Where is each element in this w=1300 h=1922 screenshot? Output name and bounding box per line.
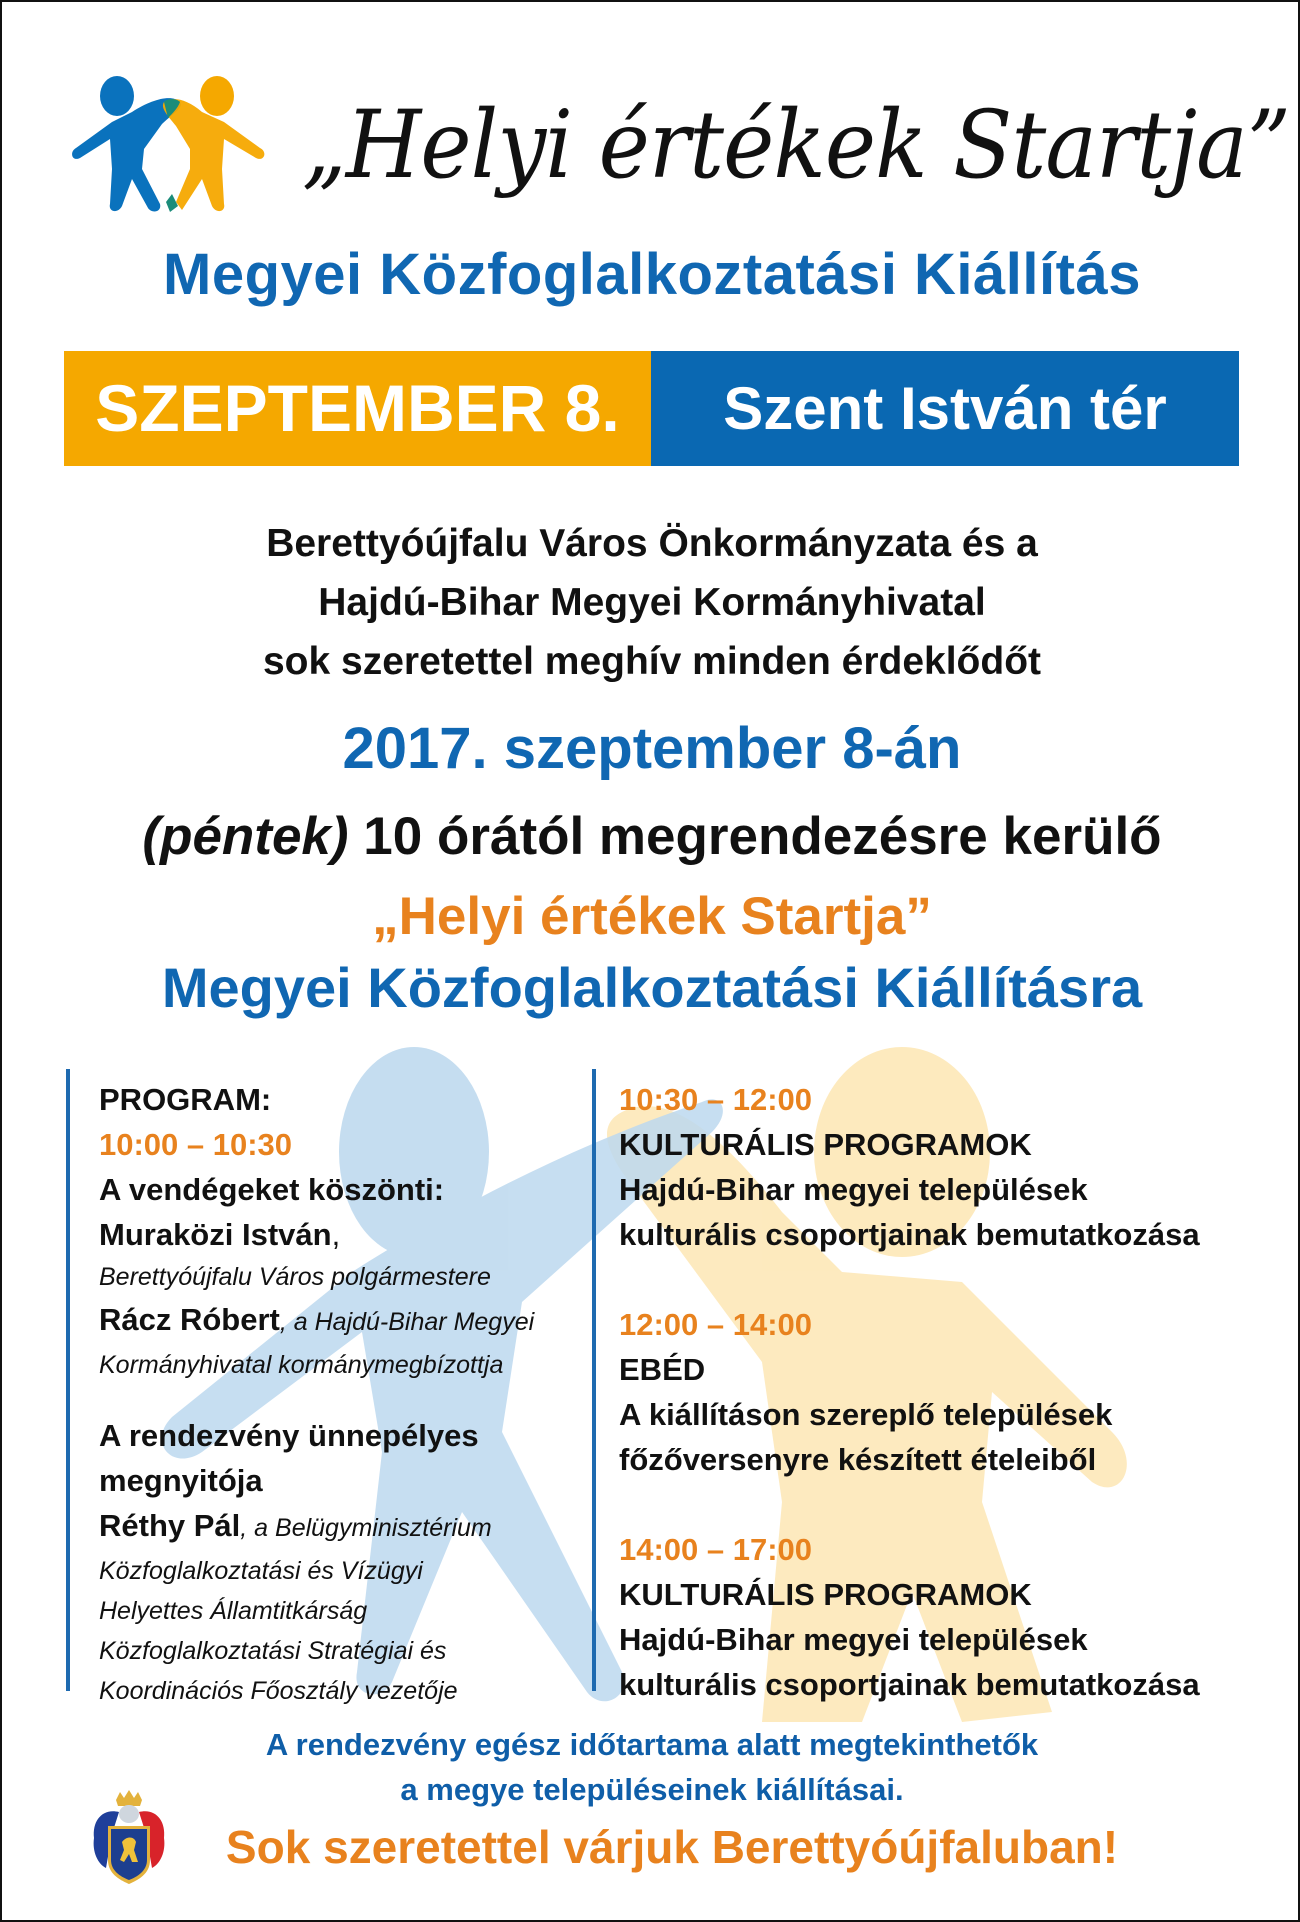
speaker-role: Közfoglalkoztatási és Vízügyi <box>99 1557 423 1585</box>
event-day: (péntek) <box>142 807 349 866</box>
banner-date: SZEPTEMBER 8. <box>64 351 651 466</box>
program-time-slot: 10:00 – 10:30 <box>99 1127 293 1162</box>
footer-note-line-1: A rendezvény egész időtartama alatt megtekinthetők <box>265 1727 1039 1762</box>
left-column-divider <box>66 1069 70 1691</box>
coat-of-arms-icon <box>88 1790 170 1886</box>
speaker-name: Muraközi István <box>99 1217 332 1252</box>
invitation-line-3: sok szeretettel meghív minden érdeklődőt <box>262 640 1042 683</box>
speaker-name: Rácz Róbert <box>99 1302 280 1337</box>
speaker-role: Közfoglalkoztatási Stratégiai és <box>99 1637 447 1665</box>
date-place-banner <box>64 351 1239 466</box>
program-item-desc: A kiállításon szereplő települések <box>619 1397 1113 1432</box>
speaker-line <box>99 1297 579 1345</box>
speaker-separator: , <box>331 1217 341 1252</box>
speaker-role: Kormányhivatal kormánymegbízottja <box>99 1351 504 1379</box>
program-time-slot: 12:00 – 14:00 <box>619 1307 813 1342</box>
program-item-title: KULTURÁLIS PROGRAMOK <box>619 1577 1032 1612</box>
speaker-role: , a Belügyminisztérium <box>240 1514 492 1542</box>
banner-place: Szent István tér <box>651 351 1239 466</box>
event-date: 2017. szeptember 8-án <box>342 716 962 781</box>
event-title: „Helyi értékek Startja” <box>372 887 932 946</box>
program-time-slot: 10:30 – 12:00 <box>619 1082 813 1117</box>
footer-note-line-2: a megye településeinek kiállításai. <box>400 1772 904 1807</box>
speaker-role: Helyettes Államtitkárság <box>99 1597 368 1625</box>
speaker-line <box>99 1212 579 1257</box>
program-item-desc: főzőversenyre készített ételeiből <box>619 1442 1097 1477</box>
program-right-column <box>619 1077 1259 1707</box>
exhibition-subtitle: Megyei Közfoglalkoztatási Kiállítás <box>163 242 1141 307</box>
speaker-line <box>99 1503 579 1551</box>
speaker-name: Réthy Pál <box>99 1508 241 1543</box>
two-people-logo-icon <box>72 74 267 214</box>
script-title: „Helyi értékek Startja” <box>302 91 1291 200</box>
closing-message: Sok szeretettel várjuk Berettyóújfaluban! <box>225 1821 1119 1873</box>
speaker-role: , a Hajdú-Bihar Megyei <box>279 1308 535 1336</box>
program-item-title: KULTURÁLIS PROGRAMOK <box>619 1127 1032 1162</box>
program-left-column <box>99 1077 579 1711</box>
program-item-desc: Hajdú-Bihar megyei települések <box>619 1622 1088 1657</box>
event-time: 10 órától megrendezésre kerülő <box>348 807 1162 866</box>
speaker-role: Koordinációs Főosztály vezetője <box>99 1677 458 1705</box>
speaker-role: Berettyóújfalu Város polgármestere <box>99 1263 491 1291</box>
program-item-title: A rendezvény ünnepélyes <box>99 1418 479 1453</box>
event-subtitle: Megyei Közfoglalkoztatási Kiállításra <box>161 956 1143 1019</box>
program-item-title: megnyitója <box>99 1463 263 1498</box>
program-item-desc: kulturális csoportjainak bemutatkozása <box>619 1217 1200 1252</box>
invitation-line-1: Berettyóújfalu Város Önkormányzata és a <box>266 522 1038 565</box>
middle-column-divider <box>592 1069 596 1691</box>
program-item-desc: Hajdú-Bihar megyei települések <box>619 1172 1088 1207</box>
program-heading: PROGRAM: <box>99 1082 272 1117</box>
event-day-time <box>2 802 1300 872</box>
program-item-desc: kulturális csoportjainak bemutatkozása <box>619 1667 1200 1702</box>
invitation-line-2: Hajdú-Bihar Megyei Kormányhivatal <box>318 581 986 624</box>
program-item-title: A vendégeket köszönti: <box>99 1172 445 1207</box>
program-item-title: EBÉD <box>619 1352 706 1387</box>
program-time-slot: 14:00 – 17:00 <box>619 1532 813 1567</box>
